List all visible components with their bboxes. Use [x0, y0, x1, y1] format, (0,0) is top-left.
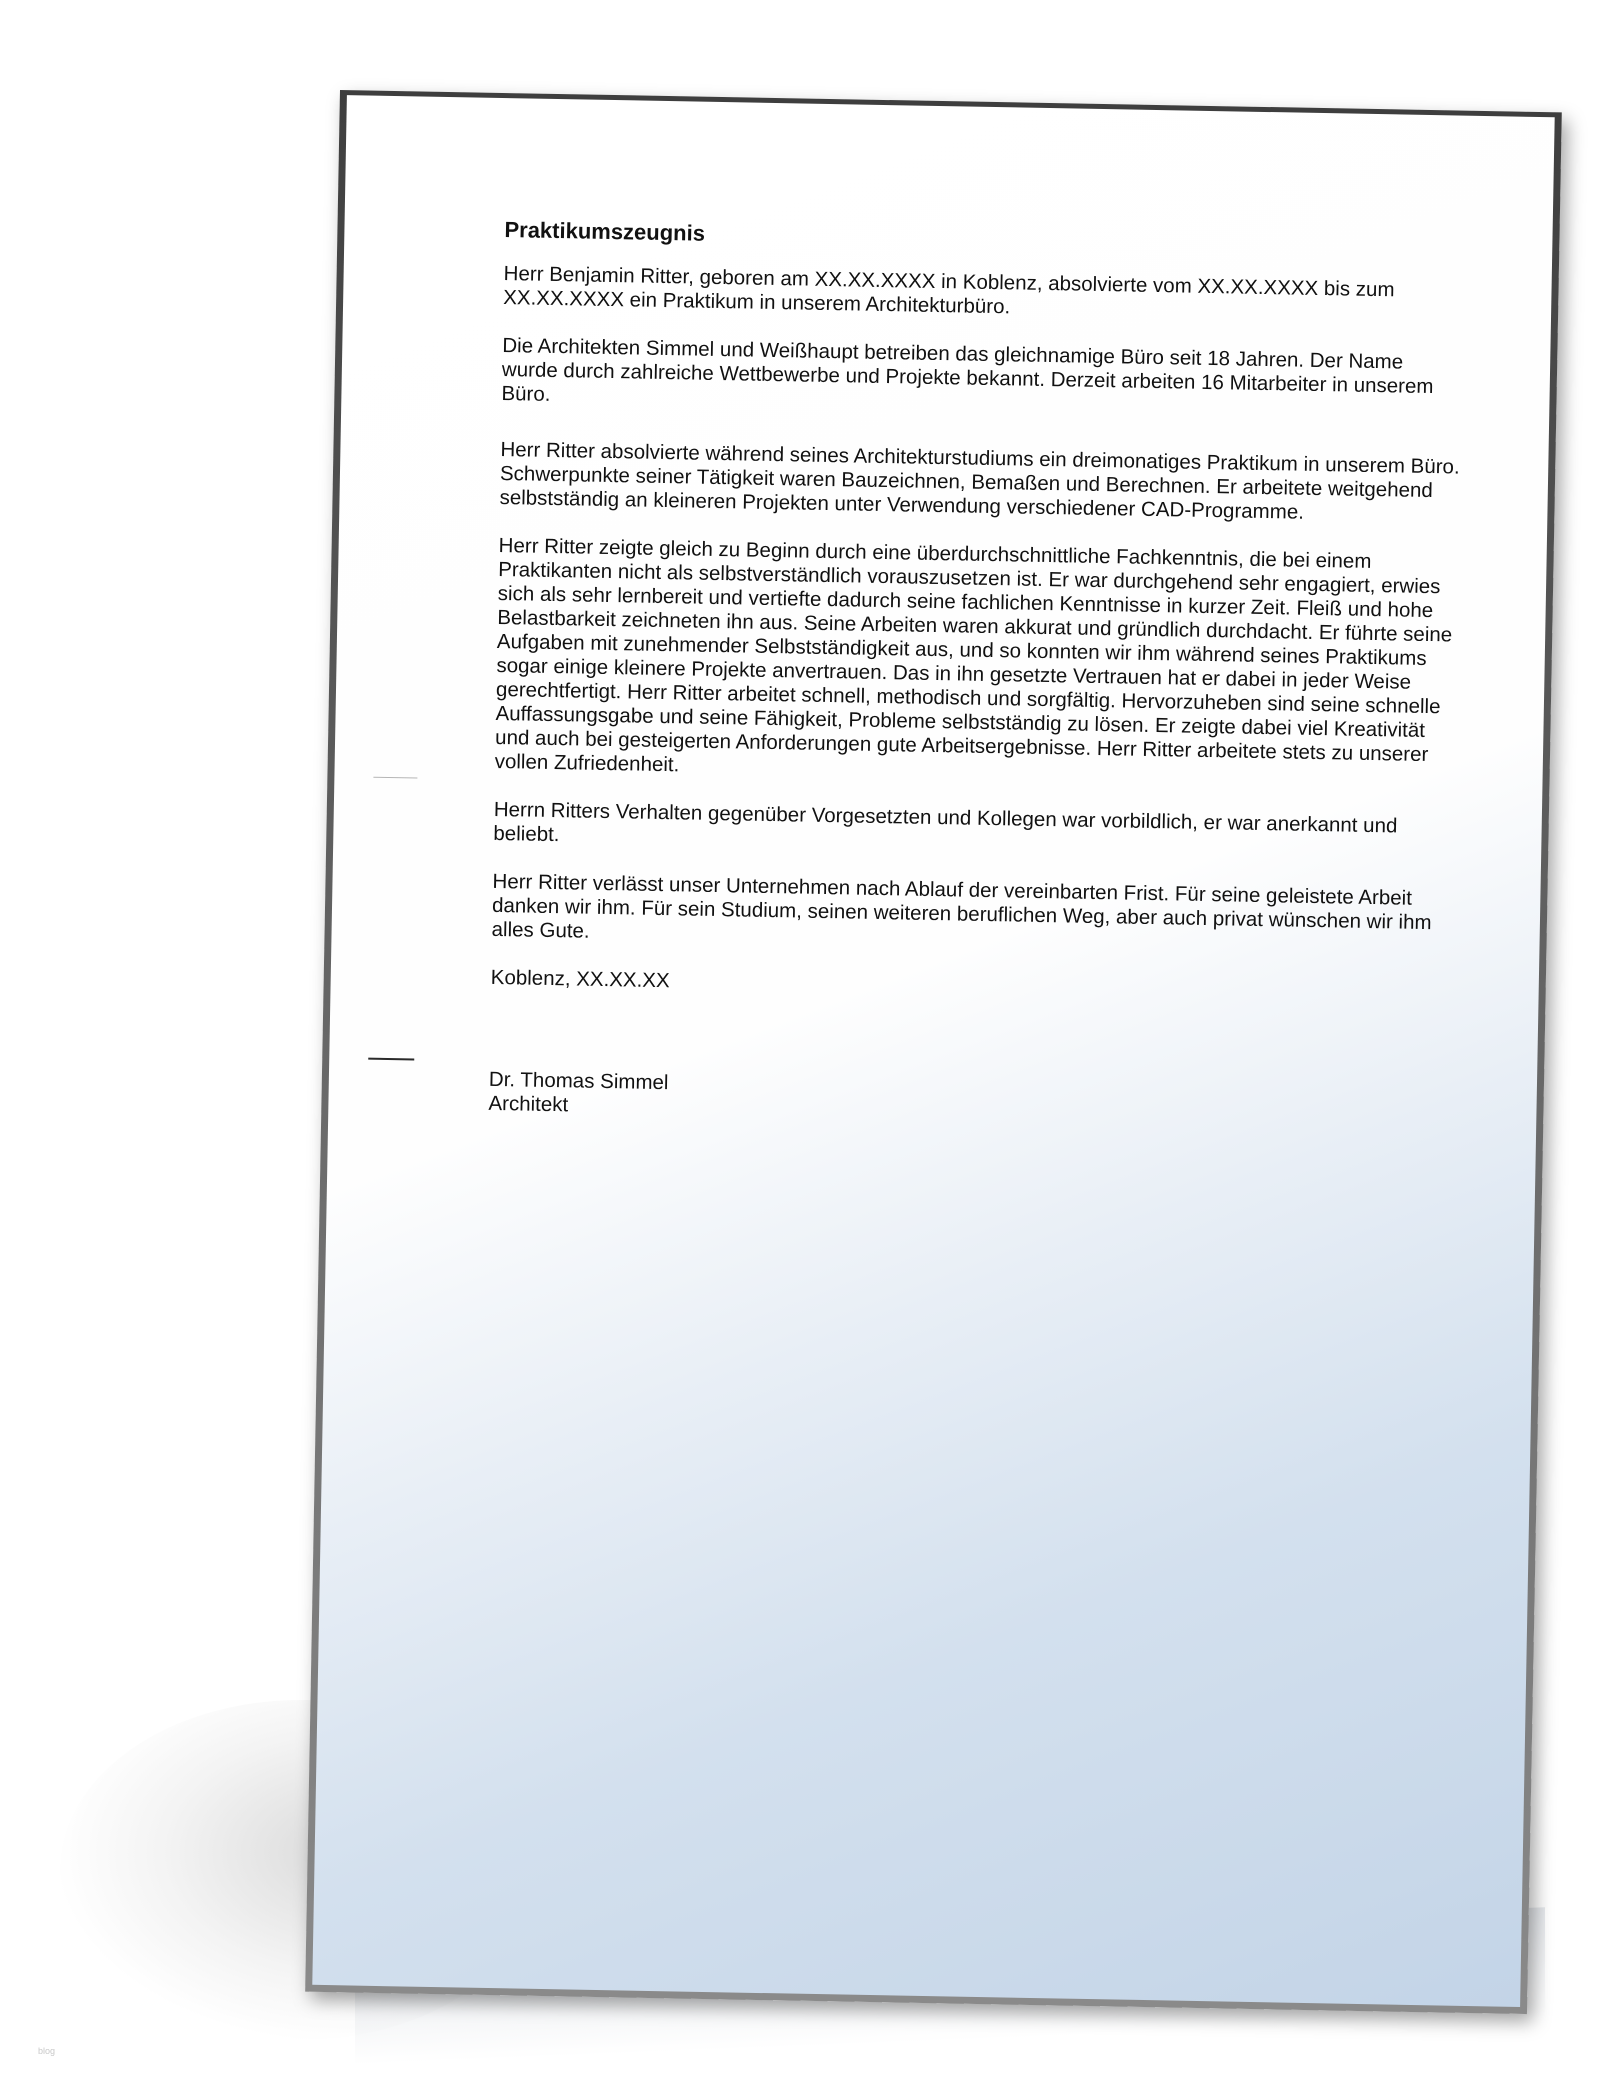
place-date: Koblenz, XX.XX.XX	[490, 965, 670, 993]
paragraph-company: Die Architekten Simmel und Weißhaupt betreiben das gleichnamige Büro seit 18 Jahren. Der Name wurde durch zahlreiche Wettbewerbe und Projekte bekannt. Derzeit arbeiten 16 Mitarbeiter in unserem Büro.	[501, 334, 1434, 406]
fold-mark-upper	[373, 777, 417, 779]
paper-sheet	[312, 95, 1554, 2007]
signatory-title: Architekt	[488, 1091, 569, 1117]
watermark-text: blog	[38, 2046, 56, 2056]
fold-mark-lower	[368, 1058, 414, 1061]
signatory-name: Dr. Thomas Simmel	[488, 1067, 669, 1095]
letter-body	[488, 218, 1464, 1133]
paragraph-performance: Herr Ritter zeigte gleich zu Beginn durch eine überdurchschnittliche Fachkenntnis, die bei einem Praktikanten nicht als selbstverständlich vorauszusetzen ist. Er war durchgehend sehr engagiert, erwies sich als sehr lernbereit und vertiefte dadurch seine fachlichen Kenntnisse in kurzer Zeit. Fleiß und hohe Belastbarkeit zeichneten ihn aus. Seine Arbeiten waren akkurat und gründlich durchdacht. Er führte seine Aufgaben mit zunehmender Selbstständigkeit aus, und so konnten wir ihm während seines Praktikums sogar einige kleinere Projekte anvertrauen. Das in ihn gesetzte Vertrauen hat er dabei in jeder Weise gerechtfertigt. Herr Ritter arbeitet schnell, methodisch und sorgfältig. Hervorzuheben sind seine schnelle Auffassungsgabe und seine Fähigkeit, Probleme selbstständig zu lösen. Er zeigte dabei viel Kreativität und auch bei gesteigerten Anforderungen gute Arbeitsergebnisse. Herr Ritter arbeitete stets zu unserer vollen Zufriedenheit.	[494, 533, 1453, 777]
paragraph-closing: Herr Ritter verlässt unser Unternehmen nach Ablauf der vereinbarten Frist. Für seine geleistete Arbeit danken wir ihm. Für sein Studium, seinen weiteren beruflichen Weg, aber auch privat wünschen wir ihm alles Gute.	[491, 869, 1432, 943]
paragraph-intro: Herr Benjamin Ritter, geboren am XX.XX.XXXX in Koblenz, absolvierte vom XX.XX.XXXX bis zum XX.XX.XXXX ein Praktikum in unserem Architekturbüro.	[503, 262, 1395, 319]
document-page	[305, 90, 1562, 2014]
paragraph-conduct: Herrn Ritters Verhalten gegenüber Vorgesetzten und Kollegen war vorbildlich, er war anerkannt und beliebt.	[493, 797, 1398, 847]
paragraph-tasks: Herr Ritter absolvierte während seines Architekturstudiums ein dreimonatiges Praktikum in unserem Büro. Schwerpunkte seiner Tätigkeit waren Bauzeichnen, Bemaßen und Berechnen. Er arbeitete weitgehend selbstständig an kleineren Projekten unter Verwendung verschiedener CAD-Programme.	[499, 438, 1460, 524]
document-title: Praktikumszeugnis	[504, 217, 706, 246]
